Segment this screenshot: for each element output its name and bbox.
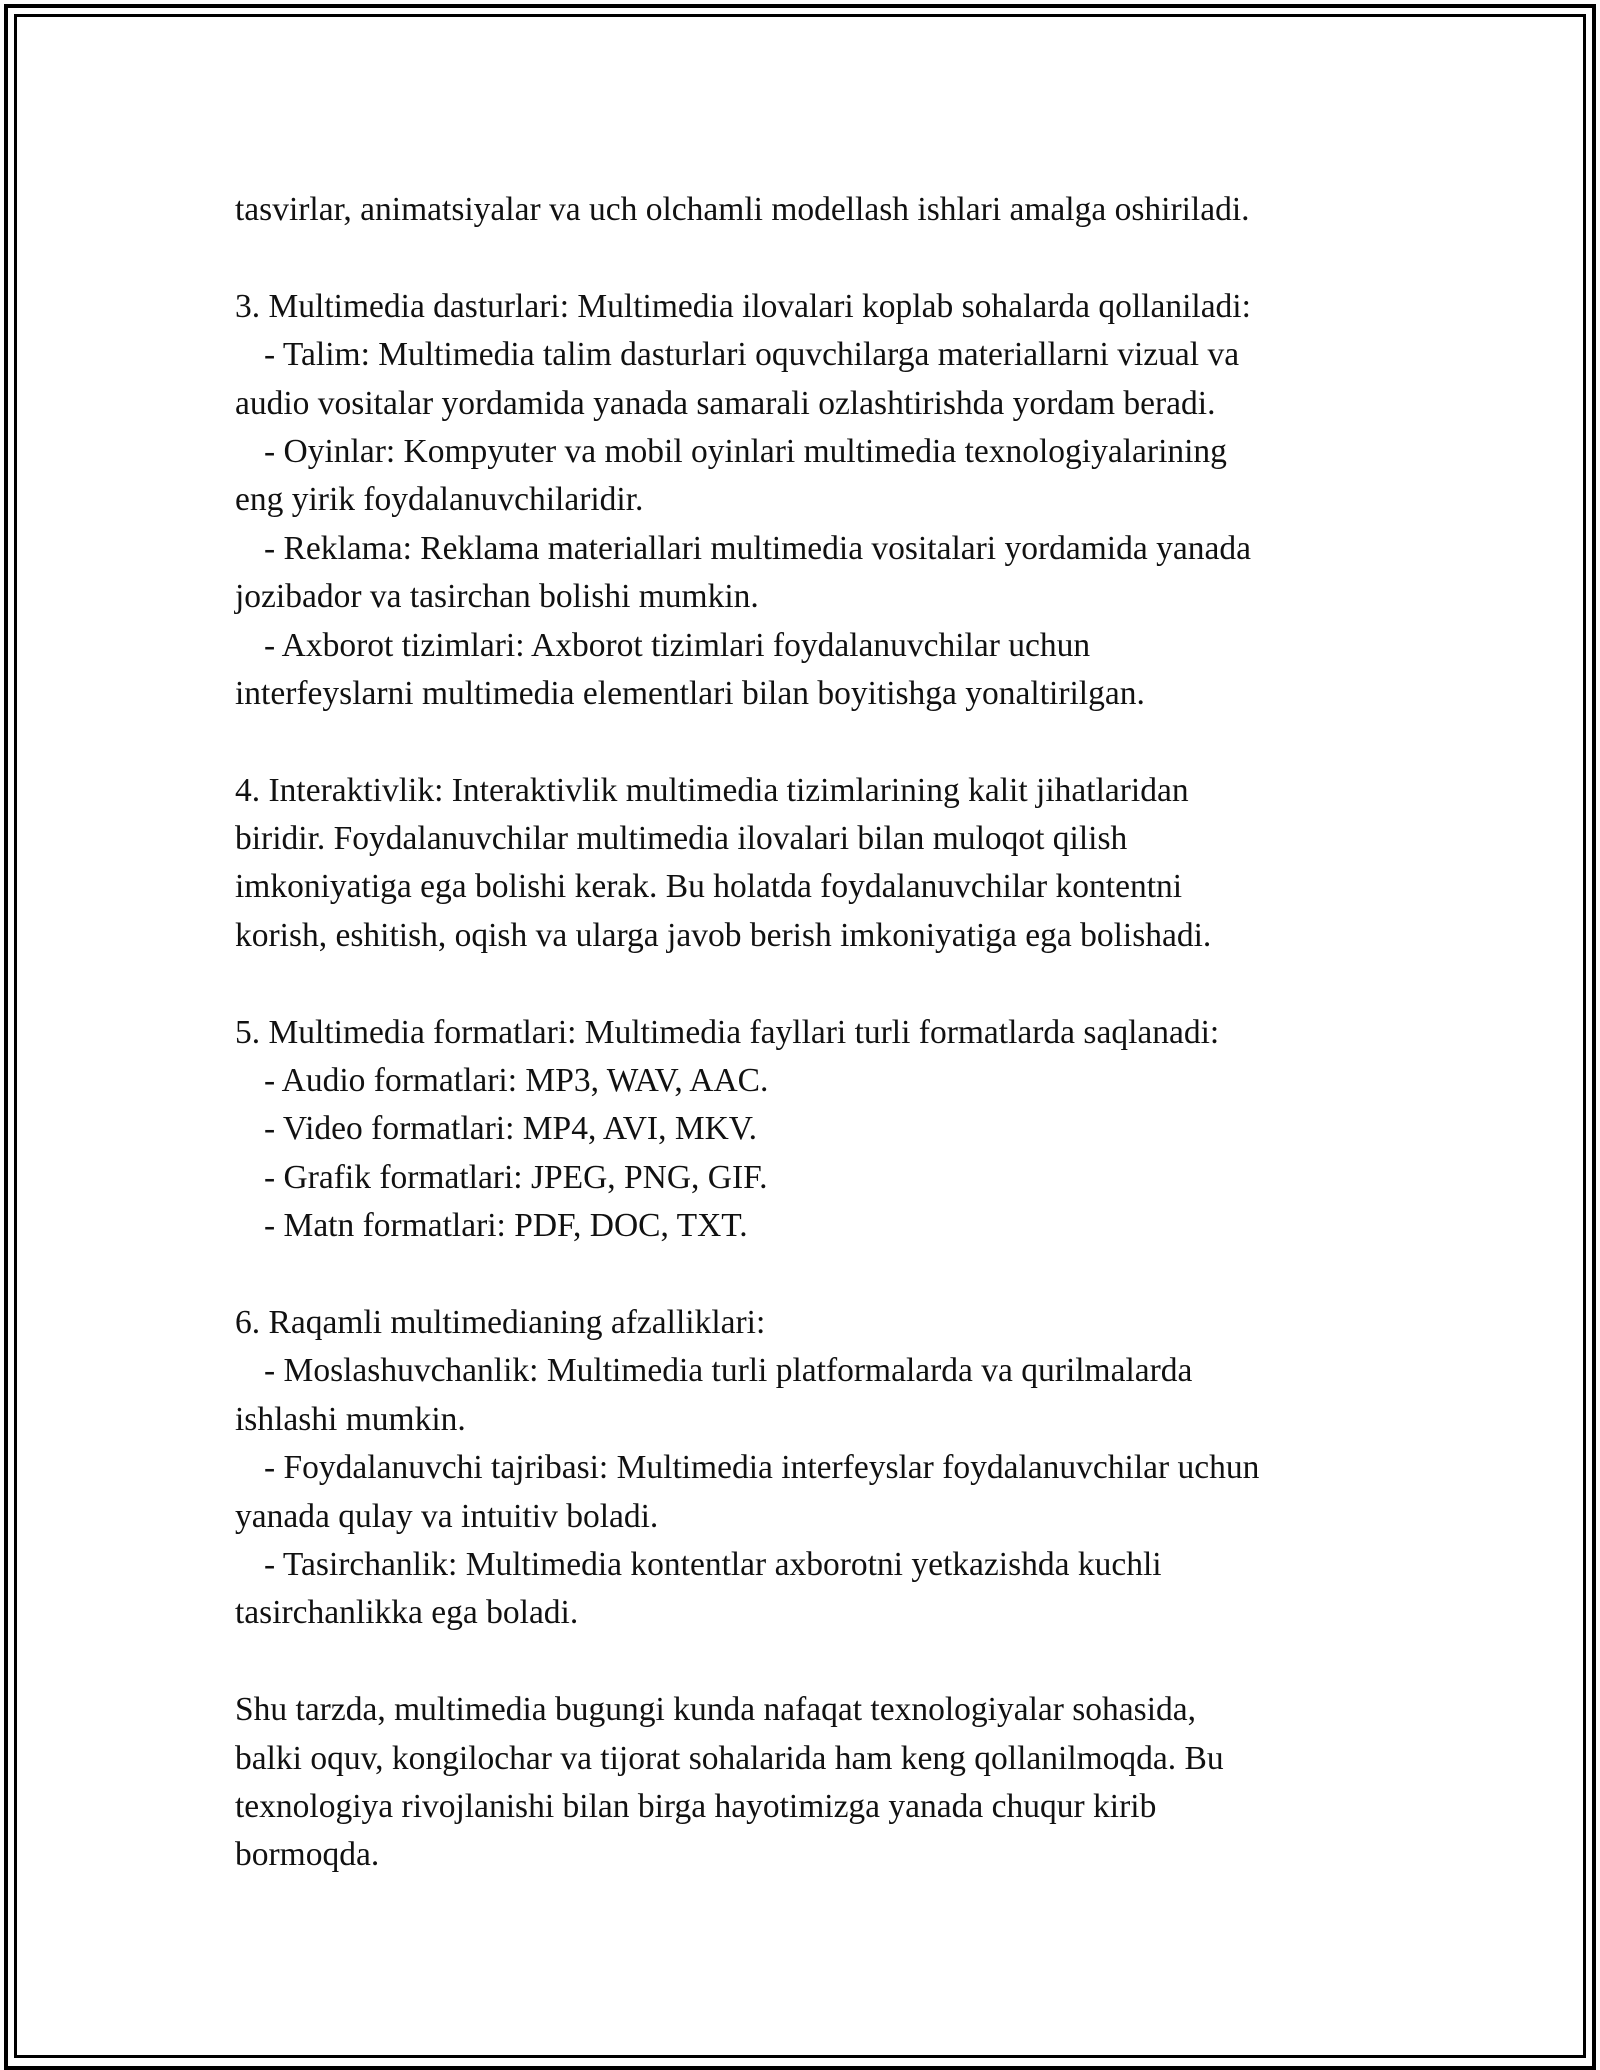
- paragraph-gap: [235, 960, 1375, 1008]
- text-line: yanada qulay va intuitiv boladi.: [235, 1497, 659, 1535]
- paragraph-section-5: [235, 1009, 1375, 1251]
- list-item-line: - Moslashuvchanlik: Multimedia turli platformalarda va qurilmalarda: [264, 1352, 1193, 1390]
- list-item-line: - Talim: Multimedia talim dasturlari oquvchilarga materiallarni vizual va: [264, 336, 1240, 374]
- text-line: ishlashi mumkin.: [235, 1400, 466, 1438]
- document-body: [235, 186, 1375, 1880]
- list-item-line: - Foydalanuvchi tajribasi: Multimedia interfeyslar foydalanuvchilar uchun: [264, 1449, 1260, 1487]
- list-item-line: - Audio formatlari: MP3, WAV, AAC.: [264, 1062, 769, 1100]
- paragraph-section-3: [235, 283, 1375, 719]
- list-item-line: - Video formatlari: MP4, AVI, MKV.: [264, 1110, 758, 1148]
- list-item-line: - Grafik formatlari: JPEG, PNG, GIF.: [264, 1158, 768, 1196]
- text-line: 6. Raqamli multimedianing afzalliklari:: [235, 1303, 766, 1341]
- paragraph-conclusion: [235, 1686, 1375, 1880]
- text-line: tasirchanlikka ega boladi.: [235, 1594, 579, 1632]
- text-line: bormoqda.: [235, 1836, 380, 1874]
- paragraph-section-6: [235, 1299, 1375, 1638]
- text-line: Shu tarzda, multimedia bugungi kunda nafaqat texnologiyalar sohasida,: [235, 1691, 1197, 1729]
- text-line: imkoniyatiga ega bolishi kerak. Bu holatda foydalanuvchilar kontentni: [235, 868, 1183, 906]
- text-line: eng yirik foydalanuvchilaridir.: [235, 481, 644, 519]
- paragraph-gap: [235, 1638, 1375, 1686]
- paragraph-intro-tail: [235, 186, 1375, 234]
- text-line: jozibador va tasirchan bolishi mumkin.: [235, 578, 759, 616]
- text-line: tasvirlar, animatsiyalar va uch olchamli modellash ishlari amalga oshiriladi.: [235, 191, 1250, 228]
- text-line: audio vositalar yordamida yanada samarali ozlashtirishda yordam beradi.: [235, 384, 1216, 422]
- text-line: korish, eshitish, oqish va ularga javob berish imkoniyatiga ega bolishadi.: [235, 916, 1212, 954]
- list-item-line: - Tasirchanlik: Multimedia kontentlar axborotni yetkazishda kuchli: [264, 1545, 1162, 1583]
- text-line: 5. Multimedia formatlari: Multimedia fayllari turli formatlarda saqlanadi:: [235, 1013, 1220, 1051]
- text-line: balki oquv, kongilochar va tijorat sohalarida ham keng qollanilmoqda. Bu: [235, 1739, 1224, 1777]
- text-line: texnologiya rivojlanishi bilan birga hayotimizga yanada chuqur kirib: [235, 1787, 1157, 1825]
- text-line: 4. Interaktivlik: Interaktivlik multimedia tizimlarining kalit jihatlaridan: [235, 771, 1189, 809]
- paragraph-gap: [235, 234, 1375, 282]
- paragraph-gap: [235, 1251, 1375, 1299]
- text-line: interfeyslarni multimedia elementlari bilan boyitishga yonaltirilgan.: [235, 674, 1145, 712]
- list-item-line: - Reklama: Reklama materiallari multimedia vositalari yordamida yanada: [264, 529, 1251, 567]
- list-item-line: - Axborot tizimlari: Axborot tizimlari foydalanuvchilar uchun: [264, 626, 1091, 664]
- text-line: biridir. Foydalanuvchilar multimedia ilovalari bilan muloqot qilish: [235, 820, 1128, 858]
- paragraph-section-4: [235, 767, 1375, 961]
- text-line: 3. Multimedia dasturlari: Multimedia ilovalari koplab sohalarda qollaniladi:: [235, 287, 1251, 325]
- list-item-line: - Oyinlar: Kompyuter va mobil oyinlari multimedia texnologiyalarining: [264, 432, 1227, 470]
- paragraph-gap: [235, 718, 1375, 766]
- list-item-line: - Matn formatlari: PDF, DOC, TXT.: [264, 1207, 748, 1245]
